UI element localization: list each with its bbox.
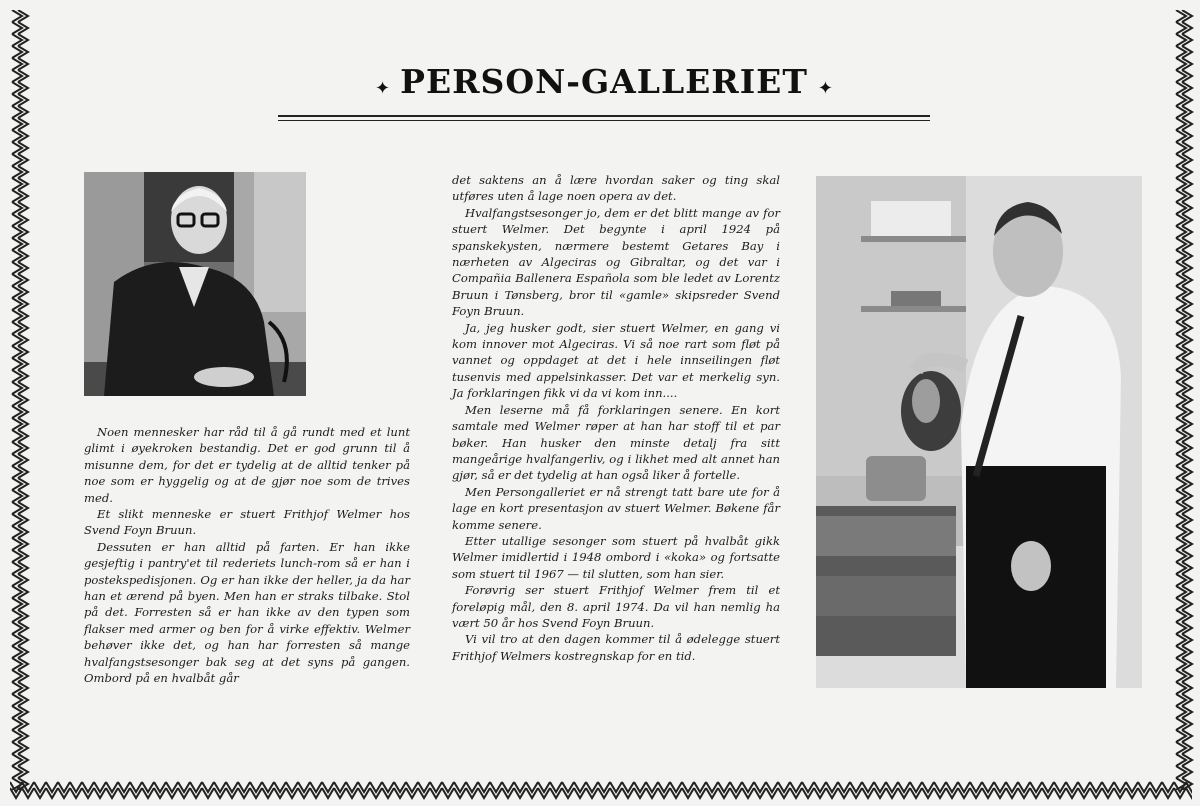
paragraph: Forøvrig ser stuert Frithjof Welmer frem til et foreløpig mål, den 8. april 1974. Da vil han nemlig ha vært 50 år hos Svend Foyn Bruun. <box>452 583 780 630</box>
paragraph: Dessuten er han alltid på farten. Er han ikke gesjeftig i pantry'et til rederiets lunch-rom så er han i postekspedisjonen. Og er han ikke der heller, ja da har han et ærend på byen. Men han er straks tilbake. Stol på det. Forresten så er han ikke av den typen som flakser med armer og ben for å virke effektiv. Welmer behøver ikke det, og han har forresten så mange hvalfangstsesonger bak seg at det syns på gangen. Ombord på en hvalbåt går <box>84 539 410 686</box>
diamond-ornament-icon: ✦ <box>375 78 391 99</box>
paragraph: Men leserne må få forklaringen senere. En kort samtale med Welmer røper at han har stoff til et par bøker. Han husker den minste detalj fra sitt mangeårige hvalfangerliv, og i likhet med alt annet han gjør, så er det tydelig at han også liker å fortelle. <box>452 402 780 483</box>
paragraph: Hvalfangstsesonger jo, dem er det blitt mange av for stuert Welmer. Det begynte i april 1924 på spanskekysten, nærmere bestemt Getares Bay i nærheten av Algeciras og Gibraltar, og det var i Compañia Ballenera Española som ble ledet av Lorentz Bruun i Tønsberg, bror til «gamle» skipsreder Svend Foyn Bruun. <box>452 205 780 319</box>
paragraph: det saktens an å lære hvordan saker og ting skal utføres uten å lage noen opera av det. <box>452 173 780 204</box>
portrait-photo-icon <box>84 172 306 396</box>
zigzag-border-bottom <box>10 778 1192 800</box>
paragraph: Et slikt menneske er stuert Frithjof Welmer hos Svend Foyn Bruun. <box>84 507 410 538</box>
paragraph: Vi vil tro at den dagen kommer til å ødelegge stuert Frithjof Welmers kostregnskap for en tid. <box>452 632 780 663</box>
header-rule <box>278 115 930 117</box>
header-rule-thin <box>278 120 930 121</box>
article-column-left <box>84 424 410 687</box>
diamond-ornament-icon: ✦ <box>817 78 833 99</box>
paragraph: Noen mennesker har råd til å gå rundt med et lunt glimt i øyekroken bestandig. Det er god grunn til å misunne dem, for det er tydelig at de alltid tenker på noe som er hyggelig og at de gjør noe som de trives med. <box>84 425 410 505</box>
zigzag-border-left <box>8 10 30 790</box>
kitchen-photo-icon <box>816 176 1142 688</box>
page-header <box>278 62 930 101</box>
kitchen-photo <box>816 176 1142 688</box>
article-column-middle <box>452 172 780 664</box>
paragraph: Ja, jeg husker godt, sier stuert Welmer, en gang vi kom innover mot Algeciras. Vi så noe rart som fløt på vannet og oppdaget at det i hele innseilingen fløt tusenvis med appelsinkasser. Det var et merkelig syn. Ja forklaringen fikk vi da vi kom inn.... <box>452 320 780 401</box>
paragraph: Men Persongalleriet er nå strengt tatt bare ute for å lage en kort presentasjon av stuert Welmer. Bøkene får komme senere. <box>452 484 780 532</box>
paragraph: Etter utallige sesonger som stuert på hvalbåt gikk Welmer imidlertid i 1948 ombord i «koka» og fortsatte som stuert til 1967 — til slutten, som han sier. <box>452 533 780 581</box>
page-title: PERSON-GALLERIET <box>400 62 808 101</box>
zigzag-border-right <box>1172 10 1194 790</box>
portrait-photo <box>84 172 306 396</box>
